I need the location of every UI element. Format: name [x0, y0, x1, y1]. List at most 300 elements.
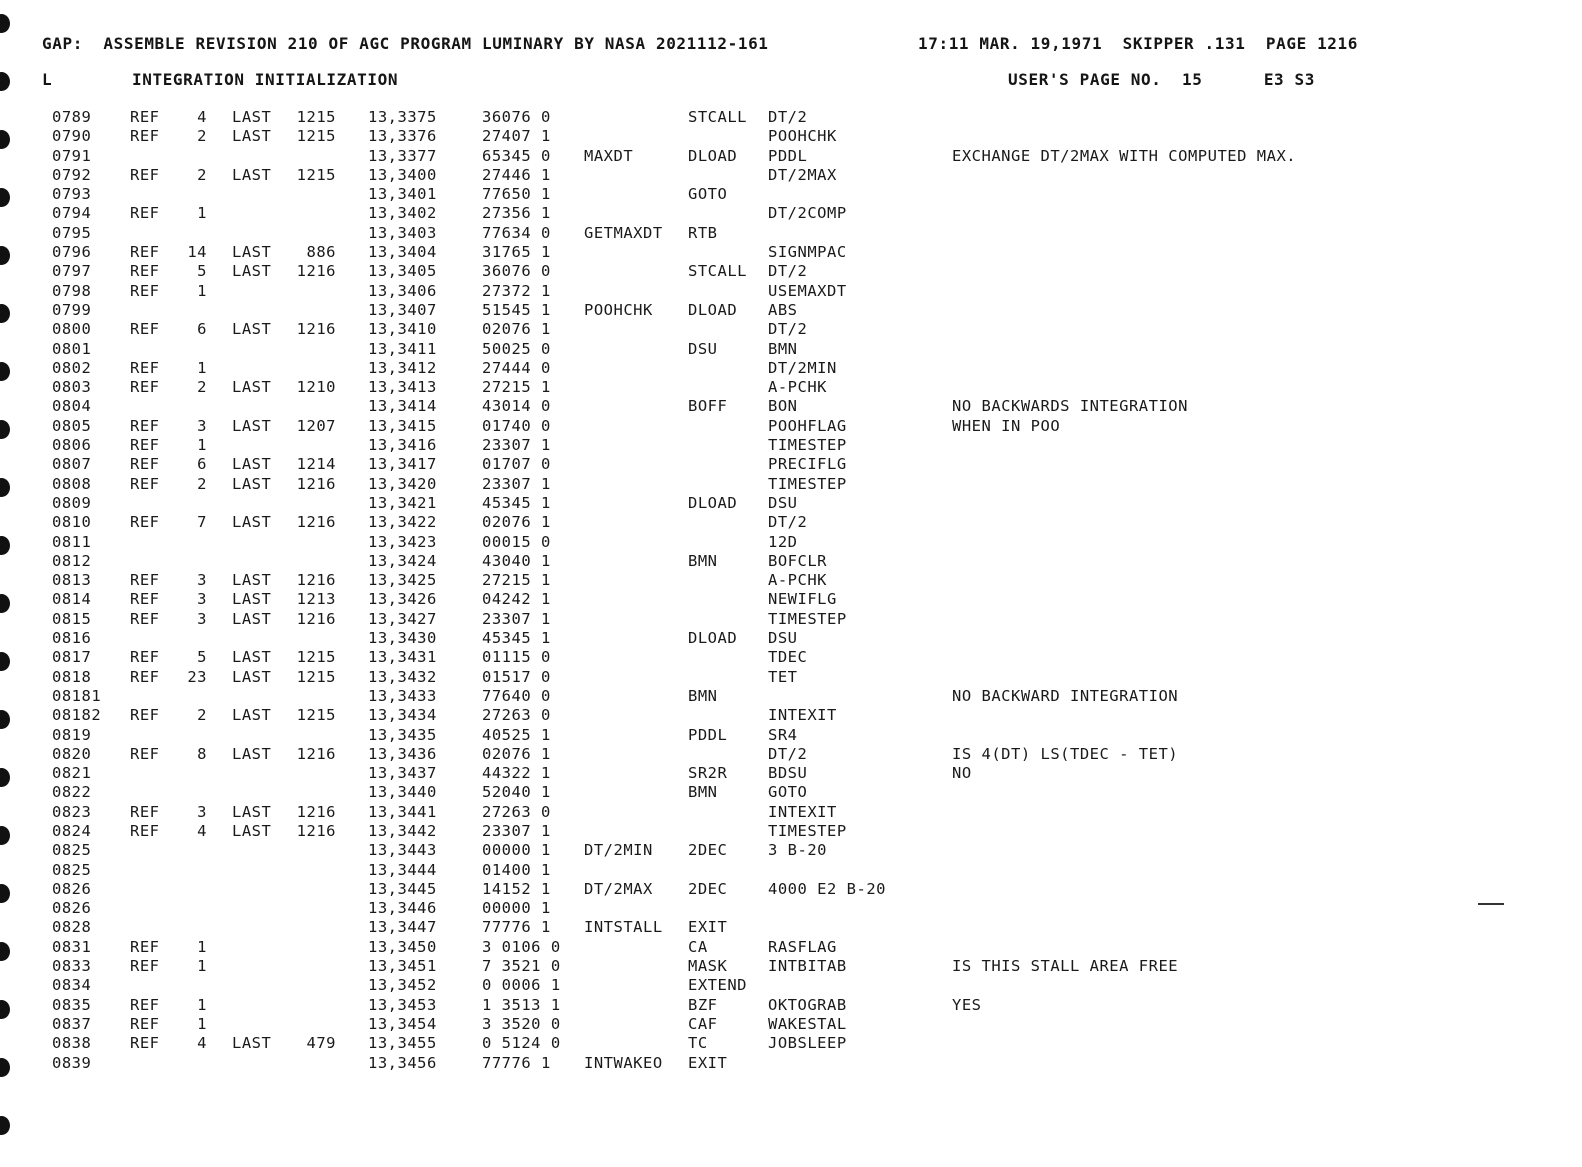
listing-row: [0, 513, 1582, 532]
ref-flag: REF: [130, 378, 160, 397]
opcode: CA: [688, 937, 708, 956]
operand: DT/2: [768, 108, 808, 126]
ref-flag: REF: [130, 648, 160, 667]
line-number: 0805: [52, 416, 92, 435]
address: 13,3422: [368, 513, 437, 532]
listing-row: [0, 822, 1582, 841]
symbol-label: MAXDT: [584, 146, 634, 165]
last-page: 1216: [296, 474, 336, 493]
listing-row: [0, 397, 1582, 416]
operand: TIMESTEP: [768, 609, 847, 628]
line-number: 0825: [52, 860, 92, 879]
ref-count: 1: [197, 937, 207, 956]
operand: BON: [768, 397, 798, 416]
octal-code: 43040 1: [482, 551, 551, 570]
octal-code: 01740 0: [482, 416, 551, 435]
operand: 3 B-20: [768, 841, 827, 860]
line-number: 08181: [52, 686, 102, 705]
listing-row: [0, 590, 1582, 609]
last-page: 1216: [296, 802, 336, 821]
last-page: 1207: [296, 416, 336, 435]
ref-count: 1: [197, 436, 207, 455]
listing-row: [0, 629, 1582, 648]
operand: TIMESTEP: [768, 821, 847, 840]
opcode: CAF: [688, 1014, 718, 1033]
octal-code: 02076 1: [482, 513, 551, 532]
opcode: PDDL: [688, 725, 728, 744]
octal-code: 65345 0: [482, 146, 551, 165]
listing-row: [0, 880, 1582, 899]
line-number: 0837: [52, 1014, 92, 1033]
opcode: TC: [688, 1034, 708, 1053]
line-number: 0799: [52, 300, 92, 319]
comment: YES: [952, 995, 982, 1014]
line-number: 0833: [52, 957, 92, 976]
last-page: 1216: [296, 262, 336, 281]
ref-flag: REF: [130, 995, 160, 1014]
line-number: 0791: [52, 146, 92, 165]
ref-flag: REF: [130, 127, 160, 146]
line-number: 0826: [52, 899, 92, 918]
feed-hole: [0, 72, 10, 91]
operand: INTEXIT: [768, 706, 837, 725]
listing-row: [0, 475, 1582, 494]
comment: WHEN IN POO: [952, 416, 1061, 435]
last-page: 1215: [296, 108, 336, 126]
listing-row: [0, 552, 1582, 571]
octal-code: 36076 0: [482, 108, 551, 126]
address: 13,3437: [368, 764, 437, 783]
operand: TIMESTEP: [768, 474, 847, 493]
octal-code: 77776 1: [482, 918, 551, 937]
line-number: 0825: [52, 841, 92, 860]
operand: BDSU: [768, 764, 808, 783]
listing-row: [0, 976, 1582, 995]
last-page: 1215: [296, 127, 336, 146]
line-number: 0816: [52, 629, 92, 648]
listing-row: [0, 571, 1582, 590]
opcode: BOFF: [688, 397, 728, 416]
line-number: 0839: [52, 1053, 92, 1072]
opcode: MASK: [688, 957, 728, 976]
address: 13,3450: [368, 937, 437, 956]
ref-count: 3: [197, 571, 207, 590]
octal-code: 01400 1: [482, 860, 551, 879]
last-page: 1216: [296, 571, 336, 590]
octal-code: 27372 1: [482, 281, 551, 300]
address: 13,3413: [368, 378, 437, 397]
listing-row: [0, 745, 1582, 764]
operand: PDDL: [768, 146, 808, 165]
listing-row: [0, 147, 1582, 166]
line-number: 0793: [52, 185, 92, 204]
octal-code: 52040 1: [482, 783, 551, 802]
listing-row: [0, 320, 1582, 339]
line-number: 0790: [52, 127, 92, 146]
listing-row: [0, 996, 1582, 1015]
address: 13,3447: [368, 918, 437, 937]
ref-count: 2: [197, 706, 207, 725]
ref-flag: REF: [130, 802, 160, 821]
opcode: DLOAD: [688, 629, 738, 648]
ref-count: 4: [197, 1034, 207, 1053]
line-number: 0795: [52, 223, 92, 242]
listing-row: [0, 185, 1582, 204]
opcode: DLOAD: [688, 493, 738, 512]
operand: ABS: [768, 300, 798, 319]
ref-flag: REF: [130, 590, 160, 609]
address: 13,3420: [368, 474, 437, 493]
octal-code: 02076 1: [482, 744, 551, 763]
ref-count: 4: [197, 108, 207, 126]
octal-code: 27215 1: [482, 378, 551, 397]
comment: NO BACKWARD INTEGRATION: [952, 686, 1179, 705]
line-number: 0835: [52, 995, 92, 1014]
ref-flag: REF: [130, 474, 160, 493]
octal-code: 77640 0: [482, 686, 551, 705]
last-flag: LAST: [232, 378, 272, 397]
listing-row: [0, 262, 1582, 281]
operand: JOBSLEEP: [768, 1034, 847, 1053]
line-number: 0815: [52, 609, 92, 628]
ref-count: 3: [197, 802, 207, 821]
line-number: 0811: [52, 532, 92, 551]
last-page: 1215: [296, 165, 336, 184]
ref-flag: REF: [130, 1014, 160, 1033]
octal-code: 43014 0: [482, 397, 551, 416]
operand: USEMAXDT: [768, 281, 847, 300]
address: 13,3425: [368, 571, 437, 590]
listing-row: [0, 455, 1582, 474]
ref-count: 1: [197, 1014, 207, 1033]
last-flag: LAST: [232, 609, 272, 628]
listing-row: [0, 243, 1582, 262]
address: 13,3435: [368, 725, 437, 744]
octal-code: 44322 1: [482, 764, 551, 783]
address: 13,3441: [368, 802, 437, 821]
listing-row: [0, 166, 1582, 185]
ref-count: 5: [197, 648, 207, 667]
last-flag: LAST: [232, 590, 272, 609]
feed-hole: [0, 14, 10, 33]
line-number: 0821: [52, 764, 92, 783]
last-flag: LAST: [232, 320, 272, 339]
listing-row: [0, 301, 1582, 320]
ref-count: 2: [197, 165, 207, 184]
opcode: EXIT: [688, 918, 728, 937]
line-number: 0813: [52, 571, 92, 590]
address: 13,3414: [368, 397, 437, 416]
listing-row: [0, 957, 1582, 976]
ref-count: 3: [197, 590, 207, 609]
octal-code: 27444 0: [482, 358, 551, 377]
operand: BMN: [768, 339, 798, 358]
listing-row: [0, 764, 1582, 783]
operand: 12D: [768, 532, 798, 551]
feed-hole: [0, 1116, 10, 1135]
ref-flag: REF: [130, 821, 160, 840]
listing-row: [0, 918, 1582, 937]
octal-code: 27215 1: [482, 571, 551, 590]
address: 13,3455: [368, 1034, 437, 1053]
octal-code: 14152 1: [482, 879, 551, 898]
last-page: 1213: [296, 590, 336, 609]
operand: DSU: [768, 493, 798, 512]
operand: WAKESTAL: [768, 1014, 847, 1033]
octal-code: 00000 1: [482, 899, 551, 918]
line-number: 0803: [52, 378, 92, 397]
last-flag: LAST: [232, 1034, 272, 1053]
address: 13,3405: [368, 262, 437, 281]
operand: DT/2COMP: [768, 204, 847, 223]
ref-count: 1: [197, 957, 207, 976]
listing-row: [0, 359, 1582, 378]
comment: EXCHANGE DT/2MAX WITH COMPUTED MAX.: [952, 146, 1297, 165]
octal-code: 01707 0: [482, 455, 551, 474]
listing-row: [0, 224, 1582, 243]
last-page: 886: [306, 243, 336, 262]
ref-flag: REF: [130, 320, 160, 339]
octal-code: 0 0006 1: [482, 976, 561, 995]
address: 13,3410: [368, 320, 437, 339]
last-page: 1215: [296, 648, 336, 667]
address: 13,3445: [368, 879, 437, 898]
opcode: DLOAD: [688, 300, 738, 319]
opcode: BMN: [688, 551, 718, 570]
line-number: 0831: [52, 937, 92, 956]
listing-row: [0, 706, 1582, 725]
line-number: 08182: [52, 706, 102, 725]
address: 13,3456: [368, 1053, 437, 1072]
last-flag: LAST: [232, 108, 272, 126]
line-number: 0796: [52, 243, 92, 262]
operand: INTEXIT: [768, 802, 837, 821]
line-number: 0834: [52, 976, 92, 995]
line-number: 0801: [52, 339, 92, 358]
line-number: 0806: [52, 436, 92, 455]
last-flag: LAST: [232, 474, 272, 493]
operand: SR4: [768, 725, 798, 744]
line-number: 0812: [52, 551, 92, 570]
operand: INTBITAB: [768, 957, 847, 976]
ref-flag: REF: [130, 436, 160, 455]
octal-code: 3 0106 0: [482, 937, 561, 956]
address: 13,3417: [368, 455, 437, 474]
line-number: 0804: [52, 397, 92, 416]
listing-row: [0, 841, 1582, 860]
octal-code: 00000 1: [482, 841, 551, 860]
listing-row: [0, 1054, 1582, 1073]
listing-row: [0, 378, 1582, 397]
last-page: 1216: [296, 609, 336, 628]
address: 13,3412: [368, 358, 437, 377]
last-page: 1210: [296, 378, 336, 397]
listing-row: [0, 436, 1582, 455]
listing-row: [0, 783, 1582, 802]
operand: DT/2: [768, 262, 808, 281]
ref-flag: REF: [130, 571, 160, 590]
operand: A-PCHK: [768, 378, 827, 397]
operand: DSU: [768, 629, 798, 648]
ref-flag: REF: [130, 262, 160, 281]
symbol-label: GETMAXDT: [584, 223, 663, 242]
last-flag: LAST: [232, 262, 272, 281]
ref-count: 4: [197, 821, 207, 840]
line-number: 0802: [52, 358, 92, 377]
opcode: 2DEC: [688, 841, 728, 860]
last-flag: LAST: [232, 706, 272, 725]
octal-code: 3 3520 0: [482, 1014, 561, 1033]
last-flag: LAST: [232, 821, 272, 840]
ref-count: 1: [197, 204, 207, 223]
symbol-label: INTWAKEO: [584, 1053, 663, 1072]
line-number: 0807: [52, 455, 92, 474]
last-flag: LAST: [232, 165, 272, 184]
ref-flag: REF: [130, 667, 160, 686]
octal-code: 1 3513 1: [482, 995, 561, 1014]
assembly-listing: [0, 108, 1582, 1073]
opcode: 2DEC: [688, 879, 728, 898]
comment: NO: [952, 764, 972, 783]
listing-row: [0, 108, 1582, 127]
operand: A-PCHK: [768, 571, 827, 590]
last-page: 1216: [296, 513, 336, 532]
ref-flag: REF: [130, 108, 160, 126]
ref-count: 2: [197, 127, 207, 146]
listing-row: [0, 1015, 1582, 1034]
line-number: 0823: [52, 802, 92, 821]
address: 13,3411: [368, 339, 437, 358]
ref-flag: REF: [130, 513, 160, 532]
octal-code: 7 3521 0: [482, 957, 561, 976]
octal-code: 40525 1: [482, 725, 551, 744]
octal-code: 77650 1: [482, 185, 551, 204]
last-page: 1216: [296, 744, 336, 763]
octal-code: 31765 1: [482, 243, 551, 262]
ref-flag: REF: [130, 416, 160, 435]
address: 13,3415: [368, 416, 437, 435]
ref-flag: REF: [130, 744, 160, 763]
operand: TET: [768, 667, 798, 686]
line-number: 0808: [52, 474, 92, 493]
operand: DT/2: [768, 513, 808, 532]
operand: 4000 E2 B-20: [768, 879, 886, 898]
page-header-title: GAP: ASSEMBLE REVISION 210 OF AGC PROGRAM LUMINARY BY NASA 2021112-161: [42, 34, 769, 53]
operand: RASFLAG: [768, 937, 837, 956]
listing-row: [0, 803, 1582, 822]
line-number: 0814: [52, 590, 92, 609]
ref-count: 1: [197, 358, 207, 377]
operand: DT/2: [768, 744, 808, 763]
address: 13,3376: [368, 127, 437, 146]
octal-code: 23307 1: [482, 474, 551, 493]
address: 13,3442: [368, 821, 437, 840]
ref-flag: REF: [130, 937, 160, 956]
ref-count: 1: [197, 281, 207, 300]
listing-row: [0, 340, 1582, 359]
last-page: 1214: [296, 455, 336, 474]
line-number: 0828: [52, 918, 92, 937]
section-title: INTEGRATION INITIALIZATION: [132, 70, 399, 89]
address: 13,3432: [368, 667, 437, 686]
page-header-timestamp: 17:11 MAR. 19,1971 SKIPPER .131 PAGE 1216: [918, 34, 1359, 53]
operand: DT/2: [768, 320, 808, 339]
address: 13,3431: [368, 648, 437, 667]
octal-code: 45345 1: [482, 493, 551, 512]
address: 13,3440: [368, 783, 437, 802]
comment: IS 4(DT) LS(TDEC - TET): [952, 744, 1179, 763]
ref-count: 3: [197, 609, 207, 628]
octal-code: 23307 1: [482, 609, 551, 628]
address: 13,3433: [368, 686, 437, 705]
address: 13,3444: [368, 860, 437, 879]
ref-flag: REF: [130, 358, 160, 377]
listing-row: [0, 1034, 1582, 1053]
ref-count: 2: [197, 474, 207, 493]
ref-flag: REF: [130, 455, 160, 474]
operand: PRECIFLG: [768, 455, 847, 474]
octal-code: 00015 0: [482, 532, 551, 551]
listing-row: [0, 648, 1582, 667]
comment: NO BACKWARDS INTEGRATION: [952, 397, 1188, 416]
opcode: DLOAD: [688, 146, 738, 165]
comment: IS THIS STALL AREA FREE: [952, 957, 1179, 976]
listing-row: [0, 668, 1582, 687]
opcode: BMN: [688, 686, 718, 705]
operand: TIMESTEP: [768, 436, 847, 455]
octal-code: 36076 0: [482, 262, 551, 281]
line-number: 0826: [52, 879, 92, 898]
listing-row: [0, 687, 1582, 706]
address: 13,3423: [368, 532, 437, 551]
listing-row: [0, 127, 1582, 146]
opcode: STCALL: [688, 262, 747, 281]
line-number: 0794: [52, 204, 92, 223]
opcode: GOTO: [688, 185, 728, 204]
octal-code: 27263 0: [482, 706, 551, 725]
line-number: 0810: [52, 513, 92, 532]
listing-row: [0, 533, 1582, 552]
opcode: EXIT: [688, 1053, 728, 1072]
opcode: STCALL: [688, 108, 747, 126]
operand: POOHCHK: [768, 127, 837, 146]
ref-count: 1: [197, 995, 207, 1014]
ref-flag: REF: [130, 281, 160, 300]
line-number: 0798: [52, 281, 92, 300]
octal-code: 27446 1: [482, 165, 551, 184]
octal-code: 23307 1: [482, 436, 551, 455]
line-number: 0818: [52, 667, 92, 686]
line-number: 0789: [52, 108, 92, 126]
listing-row: [0, 494, 1582, 513]
ref-flag: REF: [130, 706, 160, 725]
line-number: 0809: [52, 493, 92, 512]
octal-code: 04242 1: [482, 590, 551, 609]
octal-code: 77634 0: [482, 223, 551, 242]
octal-code: 23307 1: [482, 821, 551, 840]
line-number: 0820: [52, 744, 92, 763]
ref-count: 6: [197, 320, 207, 339]
ref-count: 23: [187, 667, 207, 686]
last-page: 479: [306, 1034, 336, 1053]
last-flag: LAST: [232, 802, 272, 821]
octal-code: 02076 1: [482, 320, 551, 339]
last-page: 1216: [296, 821, 336, 840]
last-flag: LAST: [232, 648, 272, 667]
address: 13,3406: [368, 281, 437, 300]
listing-row: [0, 899, 1582, 918]
last-flag: LAST: [232, 744, 272, 763]
